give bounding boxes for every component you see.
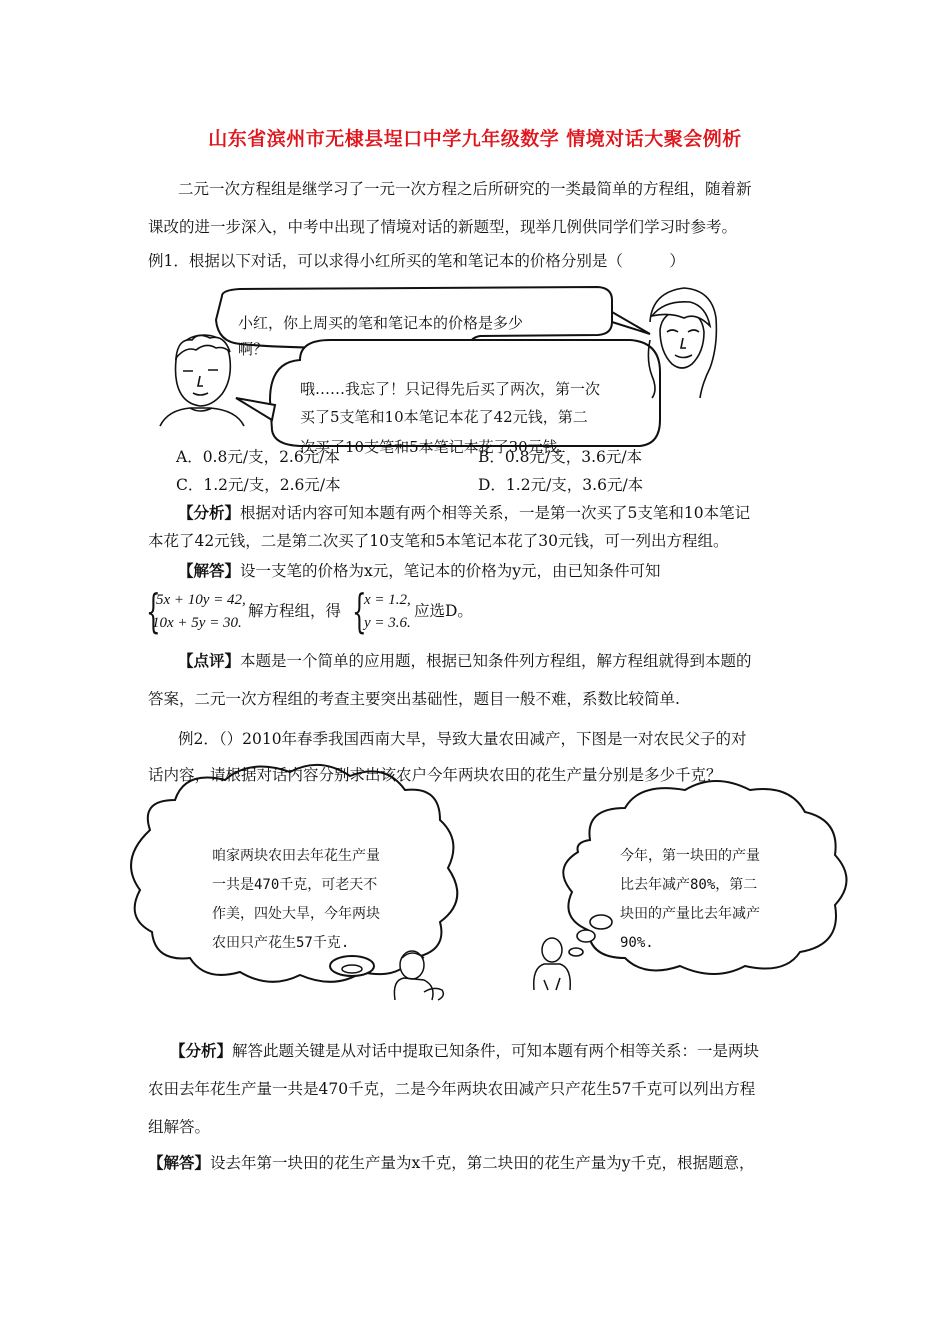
answer-choice: 应选D。 [414,602,473,620]
bubble-top-line-1: 小红，你上周买的笔和笔记本的价格是多少 [238,314,524,332]
boy-figure [160,335,244,426]
analysis-label: 【分析】 [178,503,241,522]
cloud-right-line-2: 比去年减产80%，第二 [620,877,758,893]
ex2-analysis-line-3: 组解答。 [148,1118,211,1136]
solution-label-2: 【解答】 [148,1153,211,1172]
example-2-question-line-2: 话内容，请根据对话内容分别求出该农户今年两块农田的花生产量分别是多少千克？ [148,766,722,784]
brace-left-2: { [352,584,367,638]
ex2-analysis-line-1 [170,1040,759,1062]
bubble-main-line-3: 次买了10支笔和5本笔记本花了30元钱. [300,438,563,456]
cloud-left-line-1: 咱家两块农田去年花生产量 [212,848,380,864]
bubble-main-line-1: 哦……我忘了！只记得先后买了两次，第一次 [300,380,601,398]
option-c: C．1.2元/支，2.6元/本 [176,476,341,494]
option-b: B．0.8元/支，3.6元/本 [478,448,643,466]
ex1-comment-line-1 [178,650,752,672]
cloud-right-line-1: 今年，第一块田的产量 [620,848,760,864]
cloud-left-line-3: 作美，四处大旱，今年两块 [212,906,380,922]
ex2-analysis-text-1: 解答此题关键是从对话中提取已知条件，可知本题有两个相等关系：一是两块 [232,1042,760,1060]
ex1-solution-line [178,560,661,582]
solution-x: x = 1.2, [364,592,411,608]
intro-line-2: 课改的进一步深入，中考中出现了情境对话的新题型，现举几例供同学们学习时参考。 [148,218,738,236]
option-a: A．0.8元/支，2.6元/本 [176,448,340,466]
cloud-right-line-3: 块田的产量比去年减产 [620,906,760,922]
option-d: D．1.2元/支，3.6元/本 [478,476,644,494]
ex1-analysis-line-2: 本花了42元钱，二是第二次买了10支笔和5本笔记本花了30元钱，可一列出方程组。 [148,532,729,550]
equation-2: 10x + 5y = 30. [152,615,242,631]
ex2-solution-line [148,1152,755,1174]
farmer-father-figure [394,951,443,1000]
example-2-question-line-1: 例2．（）2010年春季我国西南大旱，导致大量农田减产，下图是一对农民父子的对 [178,730,747,748]
ex1-solution-text: 设一支笔的价格为x元，笔记本的价格为y元，由已知条件可知 [240,562,661,580]
cloud-left-line-2: 一共是470千克，可老天不 [212,877,378,893]
document-title: 山东省滨州市无棣县埕口中学九年级数学 情境对话大聚会例析 [208,128,742,150]
solve-text: 解方程组，得 [248,602,342,620]
ex2-analysis-line-2: 农田去年花生产量一共是470千克，二是今年两块农田减产只产花生57千克可以列出方程 [148,1080,756,1098]
comment-label: 【点评】 [178,651,241,670]
farmer-son-figure [534,938,571,990]
equation-1: 5x + 10y = 42, [156,592,246,608]
ex2-solution-text: 设去年第一块田的花生产量为x千克，第二块田的花生产量为y千克，根据题意， [210,1154,755,1172]
brace-left-1: { [146,584,161,638]
bubble-top-line-2: 啊？ [238,340,269,358]
cloud-left-line-4: 农田只产花生57千克. [212,935,350,951]
ex1-analysis-line-1 [178,502,750,524]
analysis-label-2: 【分析】 [170,1041,233,1060]
bubble-main-line-2: 买了5支笔和10本笔记本花了42元钱，第二 [300,408,588,426]
cloud-right-line-4: 90%. [620,935,654,951]
ex1-analysis-text-1: 根据对话内容可知本题有两个相等关系，一是第一次买了5支笔和10本笔记 [240,504,751,522]
intro-line-1: 二元一次方程组是继学习了一元一次方程之后所研究的一类最简单的方程组，随着新 [178,180,752,198]
example-1-question: 例1．根据以下对话，可以求得小红所买的笔和笔记本的价格分别是（ ） [148,252,685,270]
ex1-comment-text-1: 本题是一个简单的应用题，根据已知条件列方程组，解方程组就得到本题的 [240,652,752,670]
ex1-comment-line-2: 答案，二元一次方程组的考查主要突出基础性，题目一般不难，系数比较简单. [148,690,680,708]
solution-y: y = 3.6. [364,615,411,631]
solution-label: 【解答】 [178,561,241,580]
